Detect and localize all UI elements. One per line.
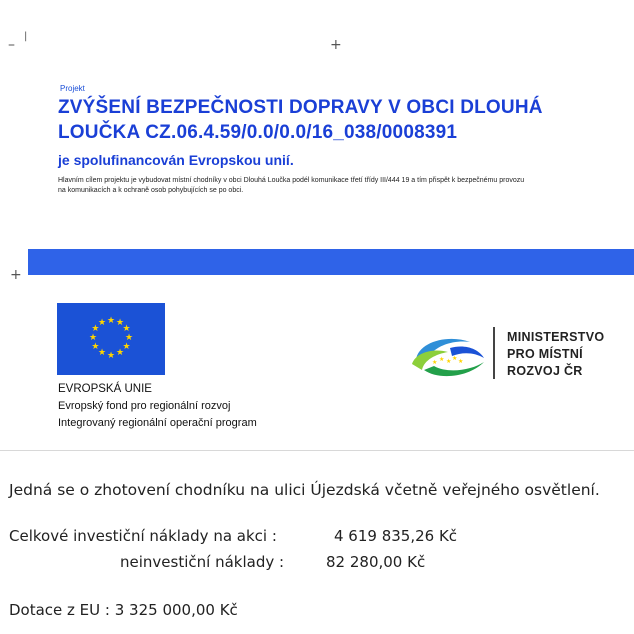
svg-text:★: ★ xyxy=(91,342,100,352)
svg-text:★: ★ xyxy=(122,324,131,334)
crop-mark-top-right: + xyxy=(330,37,342,53)
project-title-line2: LOUČKA CZ.06.4.59/0.0/0.0/16_038/0008391 xyxy=(58,122,458,143)
svg-text:★: ★ xyxy=(97,348,107,358)
total-costs-value: 4 619 835,26 Kč xyxy=(334,527,458,545)
eu-subsidy: Dotace z EU : 3 325 000,00 Kč xyxy=(9,601,238,619)
eu-name: EVROPSKÁ UNIE xyxy=(58,383,152,395)
noninvestment-costs-value: 82 280,00 Kč xyxy=(326,553,426,571)
project-label: Projekt xyxy=(60,84,85,93)
project-description-line1: Hlavním cílem projektu je vybudovat místní chodníky v obci Dlouhá Loučka podél komunikace třetí třídy III/444 19 a tím přispět k bezpečnému provozu xyxy=(58,177,525,184)
ministry-separator xyxy=(493,327,495,379)
svg-text:★: ★ xyxy=(91,324,100,334)
svg-text:★: ★ xyxy=(446,358,452,365)
svg-text:★: ★ xyxy=(439,356,445,363)
svg-text:★: ★ xyxy=(106,351,116,361)
project-statement: Jedná se o zhotovení chodníku na ulici Újezdská včetně veřejného osvětlení. xyxy=(9,481,600,499)
eu-stars-icon xyxy=(57,303,165,375)
total-costs-label: Celkové investiční náklady na akci : xyxy=(9,527,277,545)
noninvestment-costs-label: neinvestiční náklady : xyxy=(120,553,285,571)
crop-mark-left: + xyxy=(10,267,22,283)
ministry-name xyxy=(507,329,604,380)
eu-flag-icon xyxy=(57,303,165,375)
svg-text:★: ★ xyxy=(458,358,464,365)
ministry-line3: ROZVOJ ČR xyxy=(507,364,583,378)
crop-mark-top: | xyxy=(24,31,28,42)
svg-text:★: ★ xyxy=(88,333,98,343)
svg-text:★: ★ xyxy=(115,318,125,328)
svg-text:★: ★ xyxy=(124,333,134,343)
ministry-line2: PRO MÍSTNÍ xyxy=(507,347,583,361)
cofinancing-text: je spolufinancován Evropskou unií. xyxy=(58,152,294,168)
crop-mark-top-left: – xyxy=(8,37,15,53)
project-title-line1: ZVÝŠENÍ BEZPEČNOSTI DOPRAVY V OBCI DLOUHÁ xyxy=(58,97,543,118)
blue-banner-bar xyxy=(28,249,634,275)
svg-text:★: ★ xyxy=(122,342,131,352)
project-description-line2: na komunikacích a k ochraně osob pohybujících se po obci. xyxy=(58,187,244,194)
eu-program: Integrovaný regionální operační program xyxy=(58,417,257,429)
svg-text:★: ★ xyxy=(115,348,125,358)
svg-text:★: ★ xyxy=(97,318,107,328)
ministry-logo-icon xyxy=(408,330,490,382)
svg-text:★: ★ xyxy=(452,355,458,362)
section-divider xyxy=(0,450,634,451)
svg-text:★: ★ xyxy=(432,359,438,366)
eu-fund: Evropský fond pro regionální rozvoj xyxy=(58,400,231,412)
svg-text:★: ★ xyxy=(106,316,116,326)
ministry-line1: MINISTERSTVO xyxy=(507,330,605,344)
